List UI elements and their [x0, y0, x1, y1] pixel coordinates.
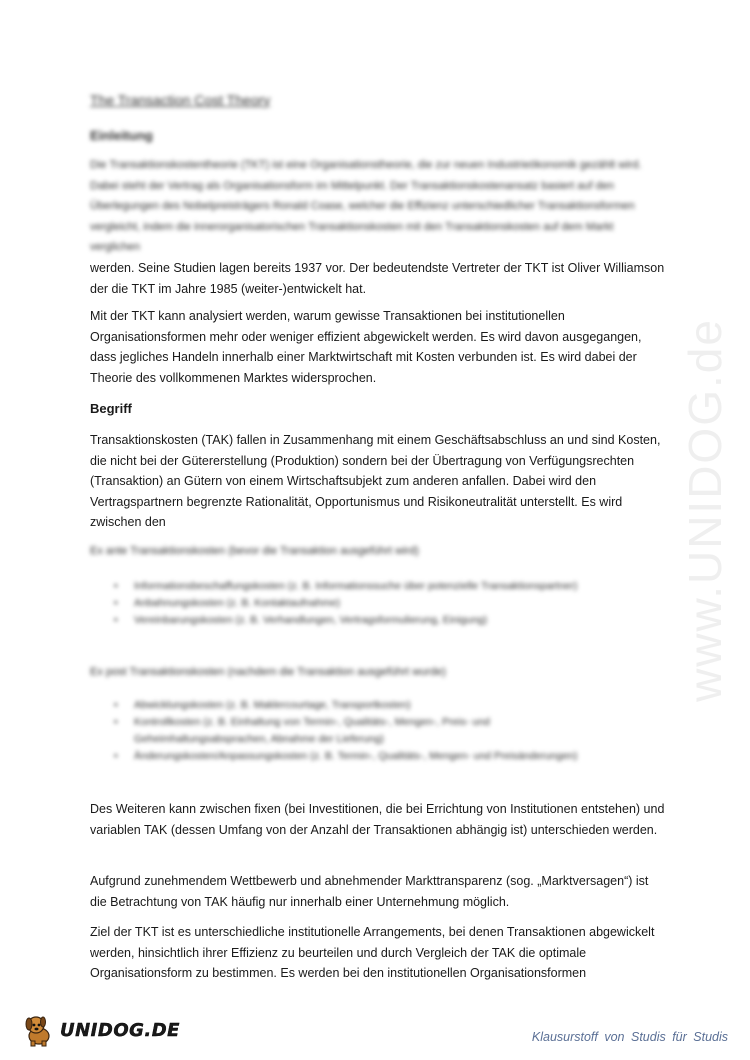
watermark: [660, 280, 750, 740]
footer-tagline: Klausurstoff von Studis für Studis: [531, 1030, 728, 1044]
document-title: The Transaction Cost Theory: [90, 92, 271, 108]
paragraph-goal: Ziel der TKT ist es unterschiedliche institutionelle Arrangements, bei denen Transaktionen abgewickelt werden, hinsichtlich ihrer Effizienz zu beurteilen und durch Vergleich der TAK die optimale Organisationsform zu bestimmen. Es werden bei den institutionellen Organisationsformen: [90, 925, 655, 980]
dog-icon: [22, 1012, 58, 1048]
ex-post-list: [110, 697, 580, 765]
intro-heading: Einleitung: [90, 128, 153, 143]
list-item: • Abwicklungskosten (z. B. Maklercourtage, Transportkosten): [110, 697, 580, 714]
paragraph-tkt-analysis: Mit der TKT kann analysiert werden, warum gewisse Transaktionen bei institutionellen Organisationsformen mehr oder weniger effizient abgewickelt werden. Es wird davon ausgegangen, dass jegliches Handeln innerhalb einer Marktwirtschaft mit Kosten verbunden ist. Es wird dabei der Theorie des vollkommenen Marktes widersprochen.: [90, 309, 642, 385]
list-item: • Änderungskosten/Anpassungskosten (z. B. Termin-, Qualitäts-, Mengen- und Preisänderungen): [110, 748, 580, 765]
intro-paragraph-blurred: Die Transaktionskostentheorie (TKT) ist eine Organisationstheorie, die zur neuen Industrieökonomik gezählt wird. Dabei steht der Vertrag als Organisationsform im Mittelpunkt. Der Transaktionskostenansatz basiert auf den Überlegungen des Nobelpreisträgers Ronald Coase, welcher die Effizienz unterschiedlicher Transaktionsformen vergleicht, indem die innerorganisatorischen Transaktionskosten mit den Transaktionskosten auf dem Markt verglichen: [90, 159, 642, 253]
list-item: • Kontrollkosten (z. B. Einhaltung von Termin-, Qualitäts-, Mengen-, Preis- und Geheimhaltungsabsprachen, Abnahme der Lieferung): [110, 714, 580, 748]
intro-paragraph-visible: werden. Seine Studien lagen bereits 1937 vor. Der bedeutendste Vertreter der TKT ist Oliver Williamson der die TKT im Jahre 1985 (weiter-)entwickelt hat.: [90, 261, 665, 296]
ex-post-label: Ex post Transaktionskosten (nachdem die Transaktion ausgeführt wurde): [90, 666, 446, 678]
logo-text: UNIDOG.DE: [60, 1019, 180, 1041]
list-item: • Informationsbeschaffungskosten (z. B. Informationssuche über potenzielle Transaktionspartner): [110, 578, 580, 595]
ex-ante-label: Ex ante Transaktionskosten (bevor die Transaktion ausgeführt wird): [90, 545, 419, 557]
unidog-logo: [22, 1010, 180, 1050]
paragraph-begriff: Transaktionskosten (TAK) fallen in Zusammenhang mit einem Geschäftsabschluss an und sind Kosten, die nicht bei der Gütererstellung (Produktion) sondern bei der Übertragung von Verfügungsrechten (Transaktion) an Gütern von einem Wirtschaftsubjekt zum anderen anfallen. Dabei wird den Vertragspartnern begrenzte Rationalität, Opportunismus und Risikoneutralität unterstellt. Es wird zwischen den: [90, 433, 661, 529]
paragraph-fixed-variable: Des Weiteren kann zwischen fixen (bei Investitionen, die bei Errichtung von Institutionen entstehen) und variablen TAK (dessen Umfang von der Anzahl der Transaktionen abhängig ist) unterschieden werden.: [90, 802, 665, 837]
watermark-text: www.UNIDOG.de: [679, 318, 732, 702]
list-item: • Anbahnungskosten (z. B. Kontaktaufnahme): [110, 595, 580, 612]
paragraph-market-failure: Aufgrund zunehmendem Wettbewerb und abnehmender Markttransparenz (sog. „Marktversagen“) ist die Betrachtung von TAK häufig nur innerhalb einer Unternehmung möglich.: [90, 874, 649, 909]
begriff-heading: Begriff: [90, 401, 132, 416]
list-item: • Vereinbarungskosten (z. B. Verhandlungen, Vertragsformulierung, Einigung): [110, 612, 580, 629]
ex-ante-list: [110, 578, 580, 629]
